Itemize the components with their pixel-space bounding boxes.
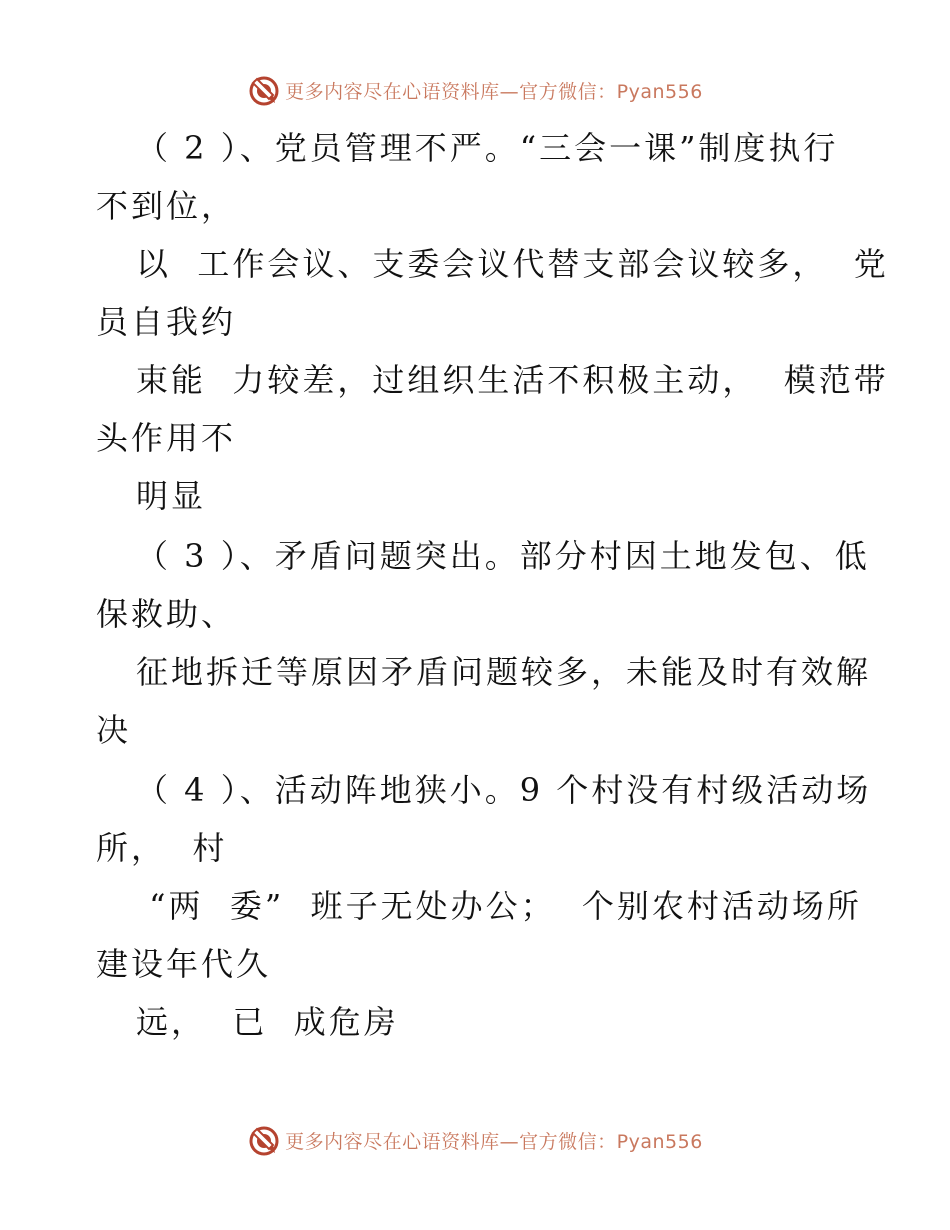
body-line: 不到位， [96, 187, 237, 225]
body-line: 头作用不 [96, 419, 237, 457]
body-line: 征地拆迁等原因矛盾问题较多，未能及时有效解 [136, 653, 872, 691]
body-line: （ 3 ）、矛盾问题突出。部分村因土地发包、低 [136, 537, 870, 575]
body-line: （ 2 ）、党员管理不严。“三会一课”制度执行 [136, 129, 839, 167]
body-line: 明显 [136, 477, 207, 515]
body-line: 员自我约 [96, 303, 237, 341]
body-line: （ 4 ）、活动阵地狭小。9 个村没有村级活动场 [136, 771, 872, 809]
header-watermark [0, 70, 950, 110]
body-line: 决 [96, 711, 132, 749]
pen-logo-icon [247, 1123, 281, 1157]
body-line: “两 委” 班子无处办公； 个别农村活动场所 [136, 887, 862, 925]
body-line: 所， 村 [96, 829, 228, 867]
body-line: 保救助、 [96, 595, 237, 633]
body-line: 束能 力较差，过组织生活不积极主动， 模范带 [136, 361, 889, 399]
header-watermark-text: 更多内容尽在心语资料库—官方微信：Pyan556 [285, 80, 703, 103]
body-line: 建设年代久 [96, 945, 272, 983]
body-line: 远， 已 成危房 [136, 1003, 399, 1041]
footer-watermark [0, 1120, 950, 1160]
pen-logo-icon [247, 73, 281, 107]
footer-watermark-text: 更多内容尽在心语资料库—官方微信：Pyan556 [285, 1130, 703, 1153]
body-line: 以 工作会议、支委会议代替支部会议较多， 党 [136, 245, 889, 283]
